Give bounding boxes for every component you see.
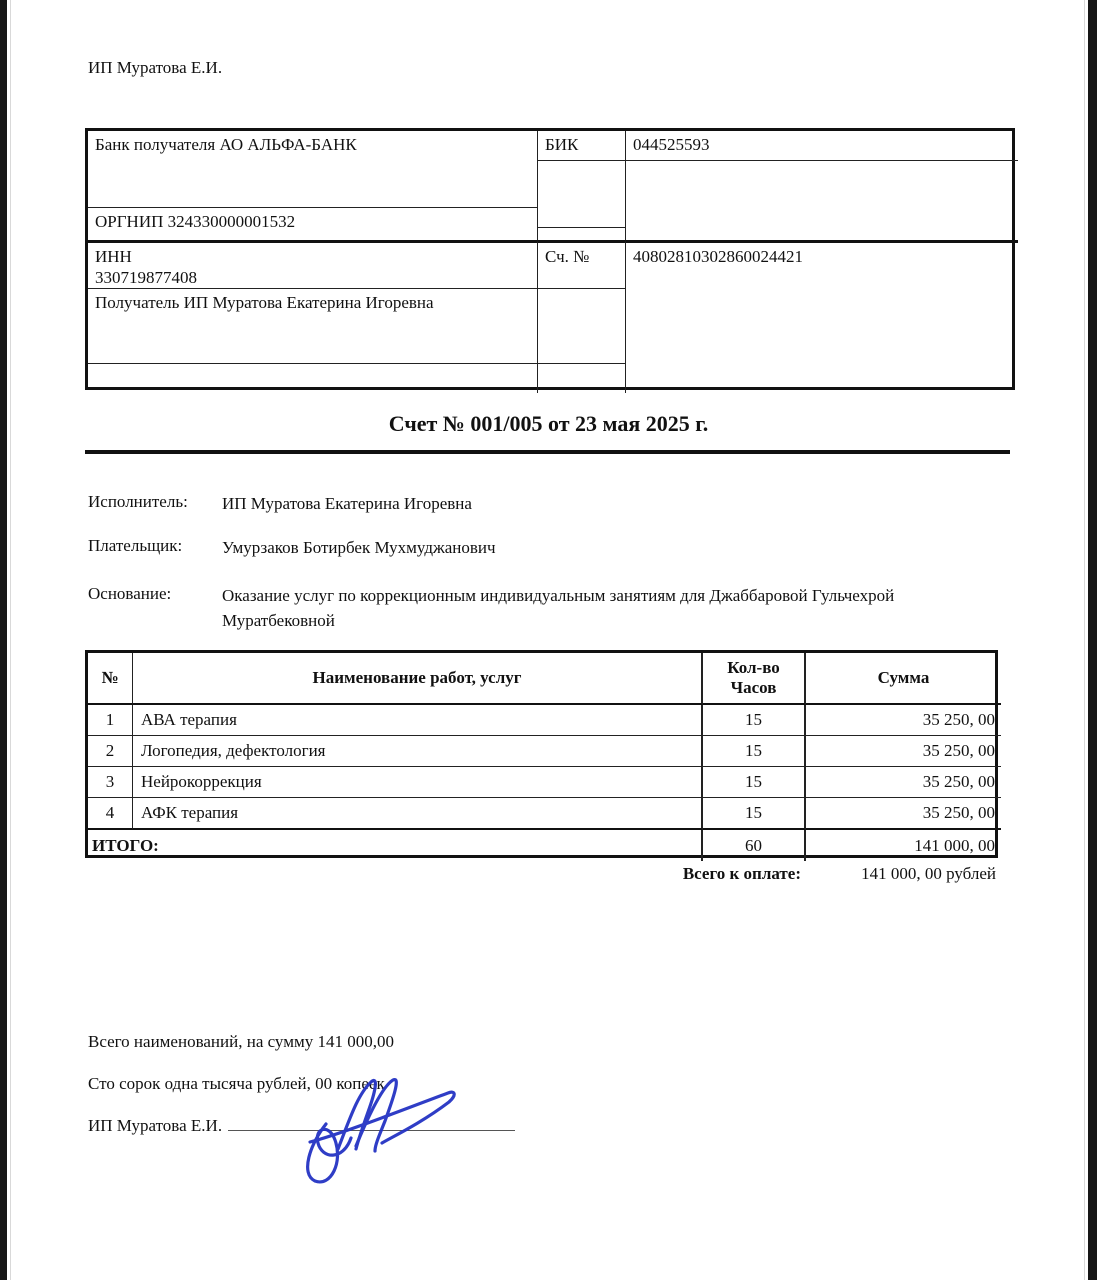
- row-hours: 15: [703, 736, 806, 767]
- amount-due-line: [85, 864, 998, 890]
- executor-value: ИП Муратова Екатерина Игоревна: [222, 494, 472, 513]
- total-label-cell: ИТОГО:: [88, 830, 703, 861]
- inn-label: ИНН: [95, 247, 132, 266]
- row-name: Логопедия, дефектология: [133, 736, 703, 767]
- header-num: №: [88, 653, 133, 705]
- account-label-cell: Сч. №: [538, 240, 626, 289]
- inn-value: 330719877408: [95, 268, 197, 288]
- row-sum: 35 250, 00: [806, 767, 1001, 798]
- bik-label-cell: БИК: [538, 131, 626, 161]
- executor-row: [88, 492, 472, 517]
- payer-label: Плательщик:: [88, 536, 183, 555]
- company-header: ИП Муратова Е.И.: [88, 58, 223, 77]
- right-edge-bar: [1088, 0, 1097, 1280]
- empty-cell: [538, 228, 626, 240]
- invoice-title: Счет № 001/005 от 23 мая 2025 г.: [388, 411, 709, 436]
- payer-value: Умурзаков Ботирбек Мухмуджанович: [222, 538, 496, 557]
- basis-row: [88, 584, 947, 633]
- orgnip-cell: ОРГНИП 324330000001532: [88, 208, 538, 240]
- header-hours: Кол-во Часов: [703, 653, 806, 705]
- row-name: АФК терапия: [133, 798, 703, 830]
- row-name: Нейрокоррекция: [133, 767, 703, 798]
- empty-cell: [88, 364, 538, 393]
- empty-cell: [538, 161, 626, 228]
- bank-details-table: [85, 128, 1015, 390]
- amount-in-words-line: Сто сорок одна тысяча рублей, 00 копеек: [88, 1074, 385, 1093]
- row-name: АВА терапия: [133, 705, 703, 736]
- header-sum: Сумма: [806, 653, 1001, 705]
- amount-due-label: Всего к оплате:: [682, 864, 801, 883]
- row-num: 2: [88, 736, 133, 767]
- total-hours-cell: 60: [703, 830, 806, 861]
- row-sum: 35 250, 00: [806, 798, 1001, 830]
- row-sum: 35 250, 00: [806, 705, 1001, 736]
- empty-cell: [538, 364, 626, 393]
- row-hours: 15: [703, 767, 806, 798]
- recipient-cell: Получатель ИП Муратова Екатерина Игоревна: [88, 289, 538, 364]
- signature-underline: [228, 1116, 515, 1131]
- payer-row: [88, 536, 496, 561]
- services-table: [85, 650, 998, 858]
- signatory-name: ИП Муратова Е.И.: [88, 1116, 223, 1135]
- row-num: 4: [88, 798, 133, 830]
- left-edge-line: [10, 0, 11, 1280]
- title-divider: [85, 450, 1010, 454]
- empty-cell: [538, 289, 626, 364]
- right-edge-line: [1084, 0, 1085, 1280]
- bik-value-cell: 044525593: [626, 131, 1018, 161]
- bank-name-cell: Банк получателя АО АЛЬФА-БАНК: [88, 131, 538, 208]
- total-sum-cell: 141 000, 00: [914, 835, 995, 855]
- header-name: Наименование работ, услуг: [133, 653, 703, 705]
- row-num: 3: [88, 767, 133, 798]
- basis-label: Основание:: [88, 584, 172, 603]
- basis-value: Оказание услуг по коррекционным индивидуальным занятиям для Джаббаровой Гульчехрой Муратбековной: [222, 586, 895, 630]
- empty-cell: [626, 161, 1018, 240]
- row-hours: 15: [703, 705, 806, 736]
- executor-label: Исполнитель:: [88, 492, 188, 511]
- left-edge-bar: [0, 0, 7, 1280]
- signature-row: [88, 1116, 515, 1136]
- inn-cell: [88, 240, 538, 289]
- row-sum: 35 250, 00: [806, 736, 1001, 767]
- row-num: 1: [88, 705, 133, 736]
- total-items-line: Всего наименований, на сумму 141 000,00: [88, 1032, 394, 1051]
- amount-due-value: 141 000, 00 рублей: [861, 864, 996, 883]
- account-value-cell: 40802810302860024421: [626, 240, 1018, 393]
- row-hours: 15: [703, 798, 806, 830]
